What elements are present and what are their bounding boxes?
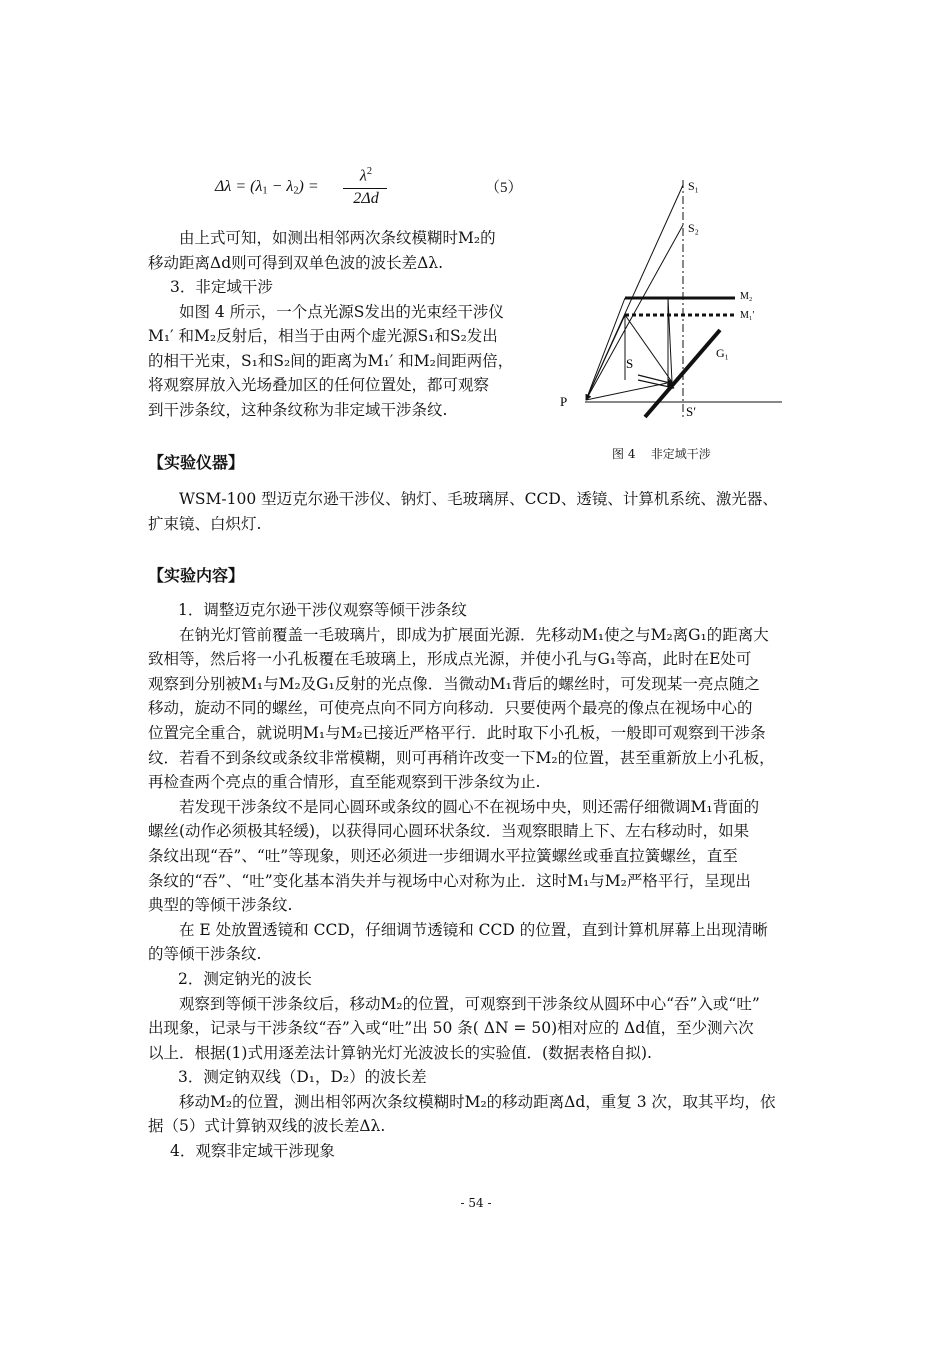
ray bbox=[586, 298, 625, 400]
para-2-line: 条纹出现“吞”、“吐”等现象，则还必须进一步细调水平拉簧螺丝或垂直拉簧螺丝，直至 bbox=[148, 846, 738, 865]
intro-paragraph bbox=[148, 226, 526, 275]
section-3-line: 到干涉条纹，这种条纹称为非定域干涉条纹. bbox=[148, 400, 448, 419]
para-1-line: 移动，旋动不同的螺丝，可使亮点向不同方向移动．只要使两个最亮的像点在视场中心的 bbox=[148, 699, 753, 718]
label-g1: G₁ bbox=[716, 346, 729, 360]
heading-instruments: 【实验仪器】 bbox=[148, 453, 245, 472]
item-3-title: 3．测定钠双线（D₁，D₂）的波长差 bbox=[178, 1068, 427, 1087]
item-1-title: 1．调整迈克尔逊干涉仪观察等倾干涉条纹 bbox=[178, 601, 467, 619]
section-3-title: 3．非定域干涉 bbox=[170, 278, 273, 296]
label-s1: S₁ bbox=[688, 179, 699, 193]
formula-denominator: 2Δd bbox=[353, 190, 379, 207]
label-s2: S₂ bbox=[688, 221, 699, 235]
section-3-line: M₁′ 和M₂反射后，相当于由两个虚光源S₁和S₂发出 bbox=[148, 327, 498, 346]
figure-4-diagram bbox=[550, 170, 800, 430]
formula-number: （5） bbox=[485, 180, 523, 196]
intro-line: 移动距离Δd则可得到双单色波的波长差Δλ. bbox=[148, 253, 444, 272]
instruments-line: WSM-100 型迈克尔逊干涉仪、钠灯、毛玻璃屏、CCD、透镜、计算机系统、激光器、 bbox=[179, 490, 778, 508]
para-3-line: 的等倾干涉条纹. bbox=[148, 945, 262, 964]
para-4-line: 观察到等倾干涉条纹后，移动M₂的位置，可观察到干涉条纹从圆环中心“吞”入或“吐” bbox=[179, 994, 760, 1013]
para-1-line: 纹．若看不到条纹或条纹非常模糊，则可再稍许改变一下M₂的位置，甚至重新放上小孔板， bbox=[148, 748, 775, 767]
para-2-line: 螺丝(动作必须极其轻缓)，以获得同心圆环状条纹．当观察眼睛上下、左右移动时，如果 bbox=[148, 822, 750, 841]
para-1-line: 再检查两个亮点的重合情形，直至能观察到干涉条纹为止. bbox=[148, 773, 541, 792]
formula-lhs: Δλ = (λ bbox=[215, 178, 263, 195]
section-3-line: 的相干光束，S₁和S₂间的距离为M₁′ 和M₂间距两倍， bbox=[148, 351, 514, 370]
incident-ray bbox=[638, 380, 674, 388]
label-s: S bbox=[626, 356, 634, 371]
formula-numerator: λ bbox=[359, 167, 367, 185]
para-1-line: 位置完全重合，就说明M₁与M₂已接近严格平行．此时取下小孔板，一般即可观察到干涉条 bbox=[148, 723, 766, 742]
section-3-line: 如图 4 所示，一个点光源S发出的光束经干涉仪 bbox=[179, 302, 504, 321]
para-2-line: 条纹的“吞”、“吐”变化基本消失并与视场中心对称为止．这时M₁与M₂严格平行，呈现出 bbox=[148, 871, 751, 890]
formula-rhs: ) = bbox=[298, 178, 319, 195]
ray bbox=[668, 298, 672, 382]
label-m1: M₁′ bbox=[740, 310, 755, 321]
label-s-prime: S′ bbox=[686, 404, 697, 419]
para-5-line: 移动M₂的位置，测出相邻两次条纹模糊时M₂的移动距离Δd，重复 3 次，取其平均，依 bbox=[179, 1092, 776, 1111]
label-p: P bbox=[560, 394, 568, 409]
para-2-line: 若发现干涉条纹不是同心圆环或条纹的圆心不在视场中央，则还需仔细微调M₁背面的 bbox=[179, 797, 760, 816]
section-3 bbox=[148, 275, 526, 423]
section-3-line: 将观察屏放入光场叠加区的任何位置处，都可观察 bbox=[148, 376, 490, 395]
intro-line: 由上式可知，如测出相邻两次条纹模糊时M₂的 bbox=[179, 229, 496, 247]
figure-caption: 图 4 非定域干涉 bbox=[612, 447, 711, 461]
ray bbox=[586, 315, 625, 400]
heading-content: 【实验内容】 bbox=[148, 566, 245, 585]
para-2-line: 典型的等倾干涉条纹. bbox=[148, 896, 293, 915]
para-4-line: 出现象，记录与干涉条纹“吞”入或“吐”出 50 条( ΔN = 50)相对应的 Δd值，至少测六次 bbox=[148, 1019, 754, 1038]
para-1-line: 观察到分别被M₁与M₂及G₁反射的光点像．当微动M₁背后的螺丝时，可发现某一亮点随之 bbox=[148, 674, 760, 693]
ray bbox=[625, 315, 672, 382]
content-body bbox=[148, 598, 804, 1164]
item-2-title: 2．测定钠光的波长 bbox=[178, 969, 312, 988]
para-1-line: 致相等，然后将一小孔板覆在毛玻璃上，形成点光源，并使小孔与G₁等高，此时在E处可 bbox=[148, 650, 752, 669]
item-4-title: 4．观察非定域干涉现象 bbox=[170, 1142, 335, 1161]
instruments-paragraph bbox=[148, 487, 804, 536]
formula-5: $\Delta\lambda = (\lambda_1 - \lambda_2)$ = $\lambda^2$ 2Δd （5） bbox=[215, 166, 523, 207]
instruments-line: 扩束镜、白炽灯. bbox=[148, 514, 262, 533]
para-5-line: 据（5）式计算钠双线的波长差Δλ. bbox=[148, 1117, 386, 1136]
page-number: - 54 - bbox=[460, 1196, 492, 1210]
para-3-line: 在 E 处放置透镜和 CCD，仔细调节透镜和 CCD 的位置，直到计算机屏幕上出现清晰 bbox=[179, 920, 768, 939]
formula-mid: − λ bbox=[267, 178, 294, 195]
label-m2: M₂ bbox=[740, 291, 753, 302]
fraction-bar bbox=[343, 188, 387, 189]
para-4-line: 以上．根据(1)式用逐差法计算钠光灯光波波长的实验值．(数据表格自拟). bbox=[148, 1043, 652, 1062]
para-1-line: 在钠光灯管前覆盖一毛玻璃片，即成为扩展面光源．先移动M₁使之与M₂离G₁的距离大 bbox=[179, 625, 769, 644]
